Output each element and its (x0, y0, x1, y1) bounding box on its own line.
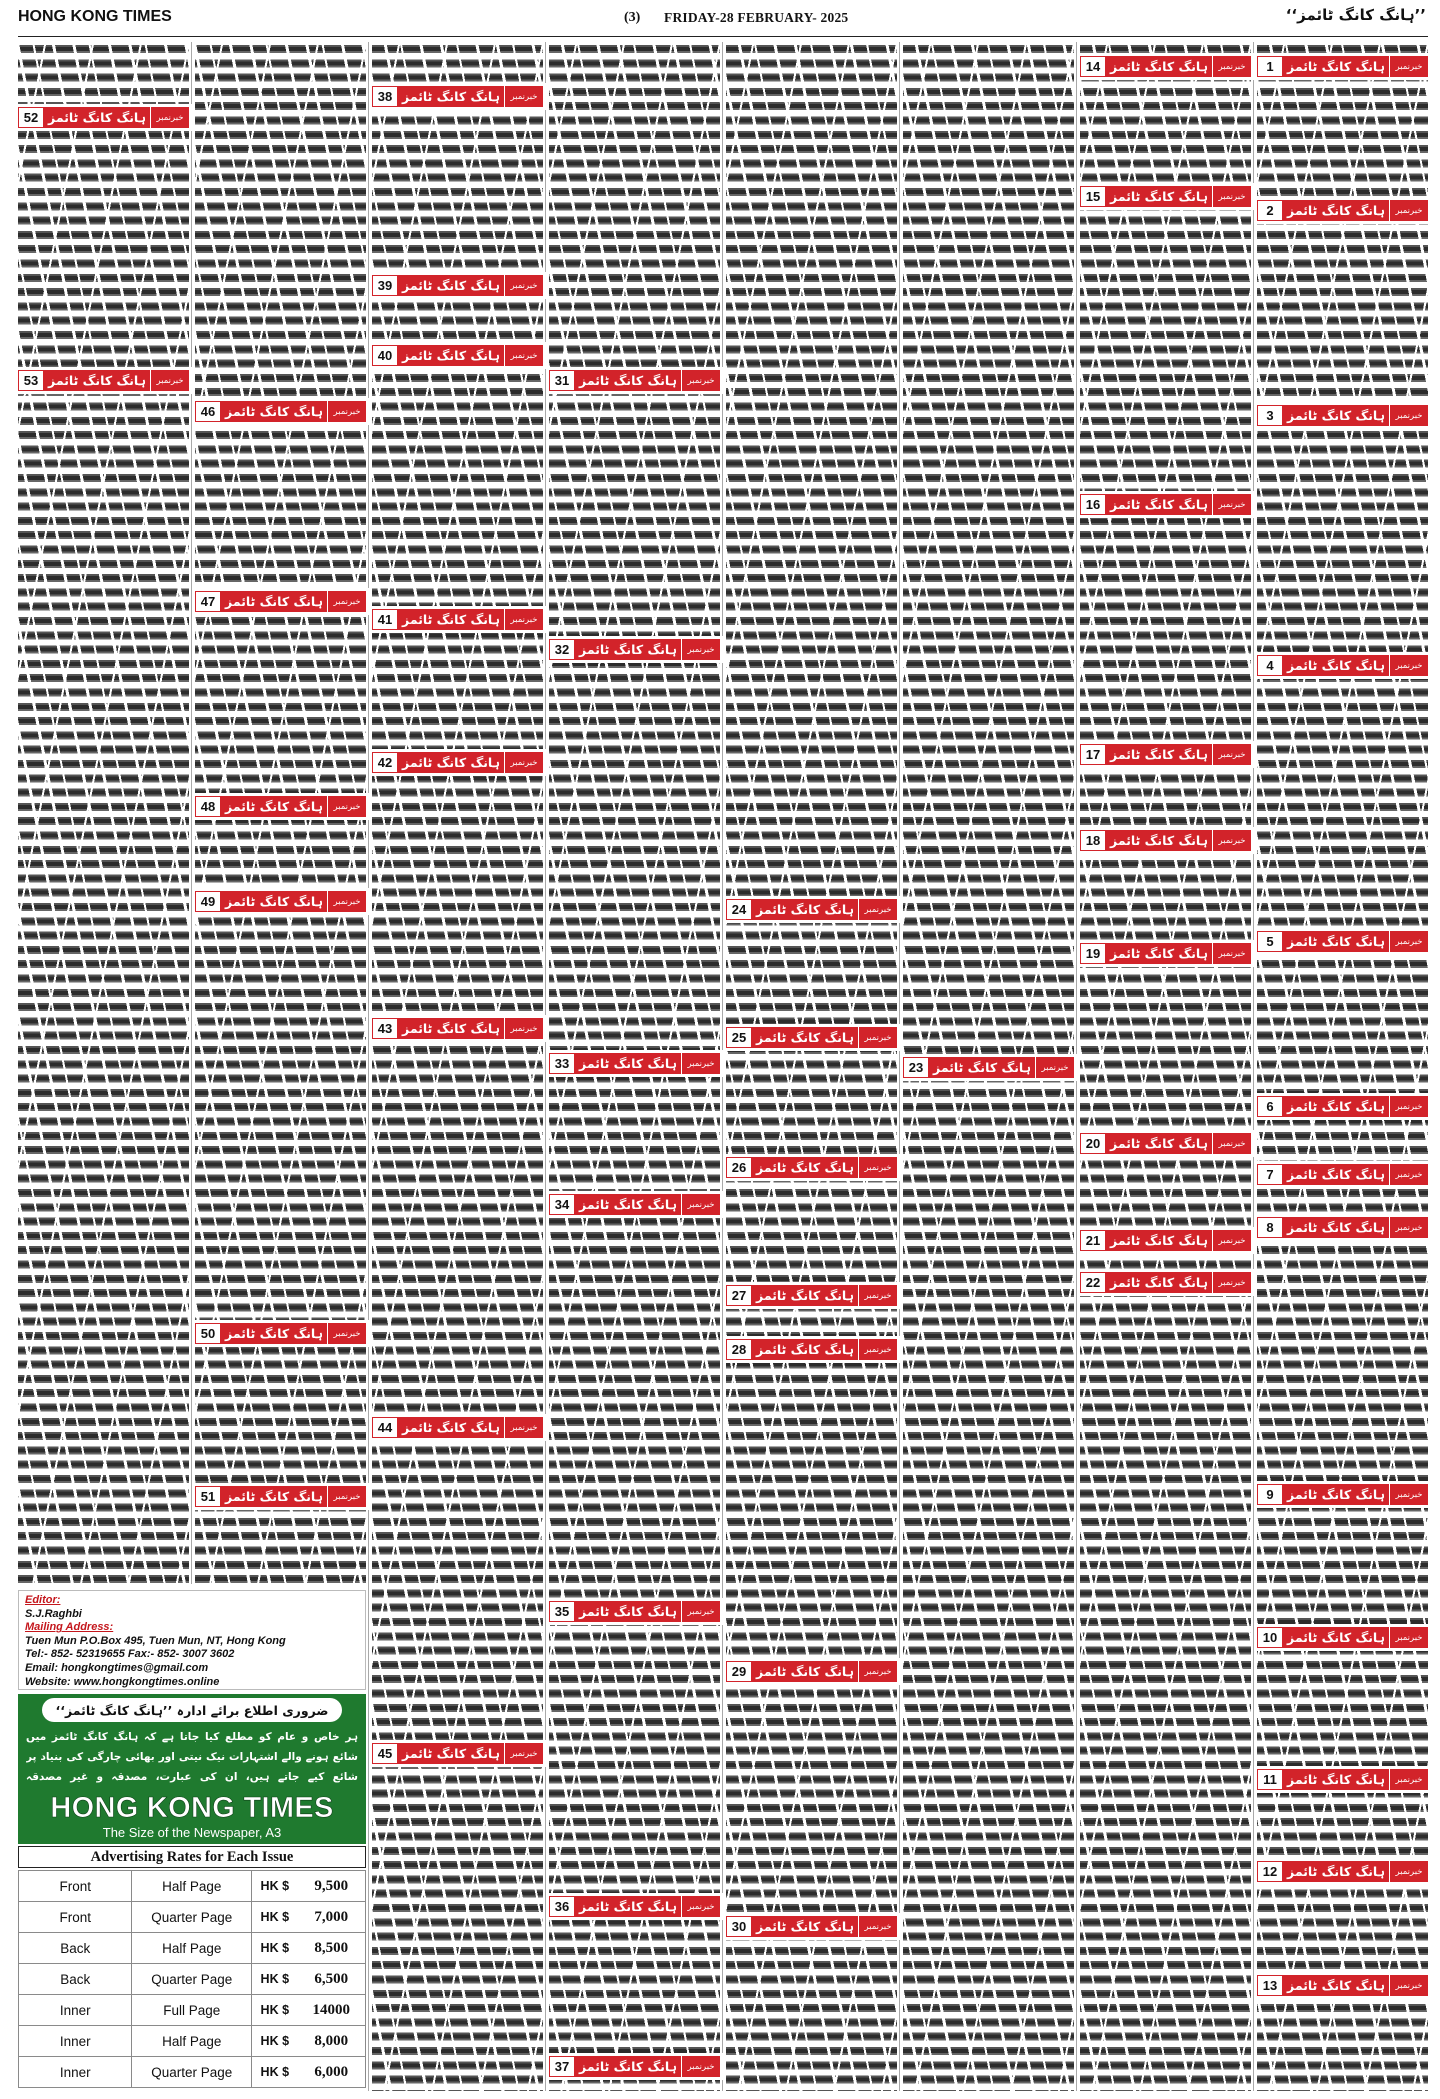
section-header-bar (1257, 1975, 1428, 1996)
section-title: ہانگ کانگ ٹائمز (402, 348, 500, 363)
section-number: 1 (1257, 56, 1283, 77)
section-title: ہانگ کانگ ٹائمز (225, 1326, 323, 1341)
section-label: خبرنمبر (1389, 56, 1428, 77)
section-title: ہانگ کانگ ٹائمز (756, 1342, 854, 1357)
section-label: خبرنمبر (504, 345, 543, 366)
section-title: ہانگ کانگ ٹائمز (1287, 1630, 1385, 1645)
section-header-bar (549, 1194, 720, 1215)
section-label: خبرنمبر (1389, 1627, 1428, 1648)
section-title: ہانگ کانگ ٹائمز (579, 1197, 677, 1212)
section-label: خبرنمبر (504, 275, 543, 296)
section-title: ہانگ کانگ ٹائمز (1287, 59, 1385, 74)
ad-position: Back (19, 1964, 132, 1995)
column-divider (722, 42, 723, 2091)
section-header-bar (549, 1601, 720, 1622)
section-number: 7 (1257, 1164, 1283, 1185)
section-label: خبرنمبر (1212, 744, 1251, 765)
section-number: 45 (372, 1743, 398, 1764)
article-column-text (18, 42, 189, 1584)
website-link[interactable]: www.hongkongtimes.online (73, 1675, 220, 1688)
section-header-bar (1257, 1217, 1428, 1238)
section-header-bar (18, 107, 189, 128)
ad-position: Front (19, 1871, 132, 1902)
section-title: ہانگ کانگ ٹائمز (579, 2059, 677, 2074)
section-title: ہانگ کانگ ٹائمز (402, 612, 500, 627)
section-label: خبرنمبر (681, 2056, 720, 2077)
ad-size: Quarter Page (132, 1902, 252, 1933)
section-title: ہانگ کانگ ٹائمز (933, 1060, 1031, 1075)
section-title: ہانگ کانگ ٹائمز (1110, 59, 1208, 74)
ad-rates-table (18, 1870, 366, 2088)
section-title: ہانگ کانگ ٹائمز (402, 755, 500, 770)
section-number: 36 (549, 1896, 575, 1917)
section-title: ہانگ کانگ ٹائمز (1110, 946, 1208, 961)
section-number: 33 (549, 1053, 575, 1074)
section-title: ہانگ کانگ ٹائمز (1110, 747, 1208, 762)
email-label: Email: (25, 1661, 59, 1674)
section-number: 32 (549, 639, 575, 660)
section-header-bar (903, 1057, 1074, 1078)
section-label: خبرنمبر (327, 401, 366, 422)
editor-info-box (18, 1590, 366, 1690)
section-header-bar (1257, 1484, 1428, 1505)
section-title: ہانگ کانگ ٹائمز (756, 1664, 854, 1679)
section-title: ہانگ کانگ ٹائمز (579, 1604, 677, 1619)
section-title: ہانگ کانگ ٹائمز (225, 404, 323, 419)
section-header-bar (1257, 1769, 1428, 1790)
notice-box (18, 1694, 366, 1844)
section-title: ہانگ کانگ ٹائمز (1110, 189, 1208, 204)
section-label: خبرنمبر (504, 609, 543, 630)
section-title: ہانگ کانگ ٹائمز (402, 89, 500, 104)
section-title: ہانگ کانگ ٹائمز (1287, 934, 1385, 949)
section-header-bar (372, 1417, 543, 1438)
section-title: ہانگ کانگ ٹائمز (1287, 1864, 1385, 1879)
section-label: خبرنمبر (150, 107, 189, 128)
section-number: 46 (195, 401, 221, 422)
section-number: 41 (372, 609, 398, 630)
section-number: 16 (1080, 494, 1106, 515)
section-title: ہانگ کانگ ٹائمز (225, 594, 323, 609)
ad-price: 7,000 (298, 1902, 366, 1933)
section-title: ہانگ کانگ ٹائمز (1287, 1978, 1385, 1993)
ad-size: Quarter Page (132, 1964, 252, 1995)
ad-position: Front (19, 1902, 132, 1933)
section-title: ہانگ کانگ ٹائمز (579, 1056, 677, 1071)
section-number: 49 (195, 891, 221, 912)
section-label: خبرنمبر (1389, 931, 1428, 952)
section-number: 3 (1257, 405, 1283, 426)
section-header-bar (1080, 1133, 1251, 1154)
section-number: 29 (726, 1661, 752, 1682)
section-header-bar (1257, 1861, 1428, 1882)
section-title: ہانگ کانگ ٹائمز (1110, 1136, 1208, 1151)
ad-size: Half Page (132, 2026, 252, 2057)
section-header-bar (726, 1027, 897, 1048)
section-label: خبرنمبر (681, 370, 720, 391)
section-title: ہانگ کانگ ٹائمز (1287, 1487, 1385, 1502)
section-number: 2 (1257, 200, 1283, 221)
section-label: خبرنمبر (1389, 1484, 1428, 1505)
section-header-bar (1080, 830, 1251, 851)
section-number: 30 (726, 1916, 752, 1937)
section-title: ہانگ کانگ ٹائمز (402, 278, 500, 293)
ad-currency: HK $ (252, 2026, 298, 2057)
section-title: ہانگ کانگ ٹائمز (402, 1746, 500, 1761)
table-row (19, 1964, 366, 1995)
section-title: ہانگ کانگ ٹائمز (1110, 497, 1208, 512)
section-title: ہانگ کانگ ٹائمز (48, 373, 146, 388)
ad-position: Inner (19, 1995, 132, 2026)
section-title: ہانگ کانگ ٹائمز (1287, 1772, 1385, 1787)
section-number: 44 (372, 1417, 398, 1438)
ad-price: 8,500 (298, 1933, 366, 1964)
section-title: ہانگ کانگ ٹائمز (756, 1030, 854, 1045)
ad-price: 14000 (298, 1995, 366, 2026)
masthead-title: HONG KONG TIMES (18, 8, 172, 25)
section-title: ہانگ کانگ ٹائمز (1110, 1275, 1208, 1290)
ad-size: Half Page (132, 1871, 252, 1902)
section-header-bar (195, 891, 366, 912)
mailing-address: Tuen Mun P.O.Box 495, Tuen Mun, NT, Hong Kong (25, 1634, 286, 1647)
section-header-bar (1257, 931, 1428, 952)
section-title: ہانگ کانگ ٹائمز (1110, 1233, 1208, 1248)
table-row (19, 1871, 366, 1902)
section-label: خبرنمبر (858, 1027, 897, 1048)
section-label: خبرنمبر (1212, 830, 1251, 851)
section-label: خبرنمبر (327, 796, 366, 817)
section-number: 31 (549, 370, 575, 391)
section-label: خبرنمبر (1212, 56, 1251, 77)
email-address[interactable]: hongkongtimes@gmail.com (61, 1661, 209, 1674)
section-header-bar (1080, 494, 1251, 515)
section-label: خبرنمبر (327, 1323, 366, 1344)
section-number: 17 (1080, 744, 1106, 765)
table-row (19, 2026, 366, 2057)
section-header-bar (1080, 1272, 1251, 1293)
section-title: ہانگ کانگ ٹائمز (1287, 203, 1385, 218)
section-number: 8 (1257, 1217, 1283, 1238)
section-label: خبرنمبر (504, 1417, 543, 1438)
section-number: 22 (1080, 1272, 1106, 1293)
section-header-bar (549, 1896, 720, 1917)
article-column-text (726, 42, 897, 2091)
editor-label: Editor: (25, 1594, 61, 1606)
section-label: خبرنمبر (1389, 405, 1428, 426)
section-number: 38 (372, 86, 398, 107)
section-label: خبرنمبر (1212, 1133, 1251, 1154)
section-number: 18 (1080, 830, 1106, 851)
section-header-bar (195, 401, 366, 422)
section-number: 52 (18, 107, 44, 128)
section-header-bar (1257, 655, 1428, 676)
section-number: 10 (1257, 1627, 1283, 1648)
column-divider (899, 42, 900, 2091)
section-label: خبرنمبر (327, 891, 366, 912)
notice-body: ہر خاص و عام کو مطلع کیا جاتا ہے کہ ہانگ کانگ ٹائمز میں شائع ہونے والے اشتہارات نیک نیتی اور بھائی چارگی کی بنیاد پر شائع کیے جاتے ہیں، ان کی عبارت، مصدقہ و غیر مصدقہ (26, 1731, 358, 1783)
ad-currency: HK $ (252, 1871, 298, 1902)
section-title: ہانگ کانگ ٹائمز (1287, 1099, 1385, 1114)
section-title: ہانگ کانگ ٹائمز (1287, 408, 1385, 423)
ad-price: 6,500 (298, 1964, 366, 1995)
section-title: ہانگ کانگ ٹائمز (756, 1288, 854, 1303)
section-title: ہانگ کانگ ٹائمز (225, 799, 323, 814)
section-header-bar (1257, 200, 1428, 221)
section-title: ہانگ کانگ ٹائمز (225, 1489, 323, 1504)
section-label: خبرنمبر (858, 1661, 897, 1682)
section-label: خبرنمبر (1035, 1057, 1074, 1078)
section-title: ہانگ کانگ ٹائمز (1287, 1220, 1385, 1235)
section-label: خبرنمبر (681, 1053, 720, 1074)
ad-currency: HK $ (252, 2057, 298, 2088)
section-label: خبرنمبر (1212, 1272, 1251, 1293)
section-header-bar (1257, 56, 1428, 77)
section-number: 27 (726, 1285, 752, 1306)
ad-size: Half Page (132, 1933, 252, 1964)
section-label: خبرنمبر (504, 1743, 543, 1764)
masthead-divider (18, 36, 1428, 37)
section-header-bar (1080, 56, 1251, 77)
section-label: خبرنمبر (858, 1157, 897, 1178)
section-header-bar (549, 639, 720, 660)
section-title: ہانگ کانگ ٹائمز (756, 1160, 854, 1175)
section-number: 19 (1080, 943, 1106, 964)
website-label: Website: (25, 1675, 71, 1688)
section-header-bar (195, 1486, 366, 1507)
section-number: 40 (372, 345, 398, 366)
section-label: خبرنمبر (1212, 1230, 1251, 1251)
ad-position: Inner (19, 2026, 132, 2057)
section-header-bar (726, 1157, 897, 1178)
section-title: ہانگ کانگ ٹائمز (48, 110, 146, 125)
article-column-text (1080, 42, 1251, 2091)
section-header-bar (1080, 744, 1251, 765)
section-header-bar (372, 609, 543, 630)
notice-title: ضروری اطلاع برائے ادارہ ’’ہانگ کانگ ٹائمز‘‘ (42, 1698, 342, 1722)
section-label: خبرنمبر (1389, 1217, 1428, 1238)
section-number: 5 (1257, 931, 1283, 952)
section-label: خبرنمبر (150, 370, 189, 391)
mailing-address-label: Mailing Address: (25, 1621, 114, 1634)
section-title: ہانگ کانگ ٹائمز (579, 1899, 677, 1914)
section-number: 34 (549, 1194, 575, 1215)
section-title: ہانگ کانگ ٹائمز (402, 1021, 500, 1036)
section-title: ہانگ کانگ ٹائمز (1110, 833, 1208, 848)
issue-date: FRIDAY-28 FEBRUARY- 2025 (664, 10, 849, 25)
ad-position: Back (19, 1933, 132, 1964)
section-number: 6 (1257, 1096, 1283, 1117)
section-header-bar (726, 1661, 897, 1682)
ad-currency: HK $ (252, 1902, 298, 1933)
section-number: 13 (1257, 1975, 1283, 1996)
section-label: خبرنمبر (1212, 186, 1251, 207)
section-number: 35 (549, 1601, 575, 1622)
section-label: خبرنمبر (1212, 943, 1251, 964)
section-header-bar (1080, 1230, 1251, 1251)
column-divider (545, 42, 546, 2091)
section-number: 23 (903, 1057, 929, 1078)
section-label: خبرنمبر (504, 752, 543, 773)
section-number: 51 (195, 1486, 221, 1507)
section-label: خبرنمبر (1389, 200, 1428, 221)
newspaper-size-note: The Size of the Newspaper, A3 (102, 1825, 282, 1840)
section-number: 26 (726, 1157, 752, 1178)
masthead-urdu-title: ’’ہانگ کانگ ٹائمز‘‘ (1285, 6, 1426, 24)
section-label: خبرنمبر (1389, 1861, 1428, 1882)
section-label: خبرنمبر (858, 1285, 897, 1306)
section-number: 9 (1257, 1484, 1283, 1505)
ad-currency: HK $ (252, 1964, 298, 1995)
section-header-bar (726, 1285, 897, 1306)
table-row (19, 2057, 366, 2088)
section-label: خبرنمبر (1389, 1975, 1428, 1996)
section-number: 14 (1080, 56, 1106, 77)
ad-size: Quarter Page (132, 2057, 252, 2088)
section-title: ہانگ کانگ ٹائمز (756, 1919, 854, 1934)
ad-rates-title: Advertising Rates for Each Issue (18, 1846, 366, 1868)
section-header-bar (1080, 943, 1251, 964)
ad-price: 8,000 (298, 2026, 366, 2057)
section-number: 11 (1257, 1769, 1283, 1790)
section-title: ہانگ کانگ ٹائمز (225, 894, 323, 909)
section-label: خبرنمبر (504, 86, 543, 107)
section-number: 28 (726, 1339, 752, 1360)
section-header-bar (1257, 1164, 1428, 1185)
ad-currency: HK $ (252, 1933, 298, 1964)
section-number: 37 (549, 2056, 575, 2077)
section-number: 53 (18, 370, 44, 391)
section-number: 4 (1257, 655, 1283, 676)
section-number: 42 (372, 752, 398, 773)
section-label: خبرنمبر (327, 1486, 366, 1507)
editor-name: S.J.Raghbi (25, 1607, 82, 1620)
section-label: خبرنمبر (1389, 1769, 1428, 1790)
section-label: خبرنمبر (681, 639, 720, 660)
section-number: 15 (1080, 186, 1106, 207)
section-number: 20 (1080, 1133, 1106, 1154)
section-label: خبرنمبر (681, 1896, 720, 1917)
section-label: خبرنمبر (858, 899, 897, 920)
section-label: خبرنمبر (681, 1194, 720, 1215)
section-number: 25 (726, 1027, 752, 1048)
column-divider (368, 42, 369, 2091)
section-label: خبرنمبر (327, 591, 366, 612)
brand-logo-text: HONG KONG TIMES (50, 1792, 334, 1824)
table-row (19, 1902, 366, 1933)
ad-currency: HK $ (252, 1995, 298, 2026)
email-line (25, 1662, 359, 1676)
section-header-bar (1257, 1096, 1428, 1117)
section-number: 24 (726, 899, 752, 920)
section-number: 50 (195, 1323, 221, 1344)
section-header-bar (549, 1053, 720, 1074)
table-row (19, 1933, 366, 1964)
section-number: 21 (1080, 1230, 1106, 1251)
publisher-panel (18, 1590, 366, 2084)
section-number: 12 (1257, 1861, 1283, 1882)
section-label: خبرنمبر (1212, 494, 1251, 515)
section-number: 43 (372, 1018, 398, 1039)
page-number: (3) (624, 10, 641, 25)
section-header-bar (726, 1916, 897, 1937)
section-header-bar (549, 2056, 720, 2077)
website-line (25, 1676, 359, 1690)
section-header-bar (372, 752, 543, 773)
section-title: ہانگ کانگ ٹائمز (1287, 1167, 1385, 1182)
section-number: 48 (195, 796, 221, 817)
section-number: 39 (372, 275, 398, 296)
phone-fax: Tel:- 852- 52319655 Fax:- 852- 3007 3602 (25, 1648, 235, 1661)
section-title: ہانگ کانگ ٹائمز (1287, 658, 1385, 673)
section-header-bar (372, 275, 543, 296)
table-row (19, 1995, 366, 2026)
section-header-bar (549, 370, 720, 391)
section-header-bar (372, 345, 543, 366)
column-divider (1253, 42, 1254, 2091)
section-header-bar (195, 796, 366, 817)
ad-size: Full Page (132, 1995, 252, 2026)
section-title: ہانگ کانگ ٹائمز (579, 642, 677, 657)
section-number: 47 (195, 591, 221, 612)
section-label: خبرنمبر (681, 1601, 720, 1622)
section-header-bar (726, 899, 897, 920)
section-header-bar (726, 1339, 897, 1360)
ad-price: 6,000 (298, 2057, 366, 2088)
column-divider (1076, 42, 1077, 2091)
section-label: خبرنمبر (858, 1339, 897, 1360)
section-label: خبرنمبر (858, 1916, 897, 1937)
section-header-bar (1080, 186, 1251, 207)
section-header-bar (195, 1323, 366, 1344)
ad-position: Inner (19, 2057, 132, 2088)
section-label: خبرنمبر (1389, 1164, 1428, 1185)
section-label: خبرنمبر (1389, 1096, 1428, 1117)
section-header-bar (1257, 1627, 1428, 1648)
section-header-bar (195, 591, 366, 612)
section-title: ہانگ کانگ ٹائمز (402, 1420, 500, 1435)
ad-price: 9,500 (298, 1871, 366, 1902)
section-header-bar (372, 86, 543, 107)
section-label: خبرنمبر (1389, 655, 1428, 676)
column-divider (191, 42, 192, 1584)
section-header-bar (1257, 405, 1428, 426)
section-header-bar (18, 370, 189, 391)
section-label: خبرنمبر (504, 1018, 543, 1039)
section-title: ہانگ کانگ ٹائمز (756, 902, 854, 917)
section-header-bar (372, 1018, 543, 1039)
section-title: ہانگ کانگ ٹائمز (579, 373, 677, 388)
section-header-bar (372, 1743, 543, 1764)
